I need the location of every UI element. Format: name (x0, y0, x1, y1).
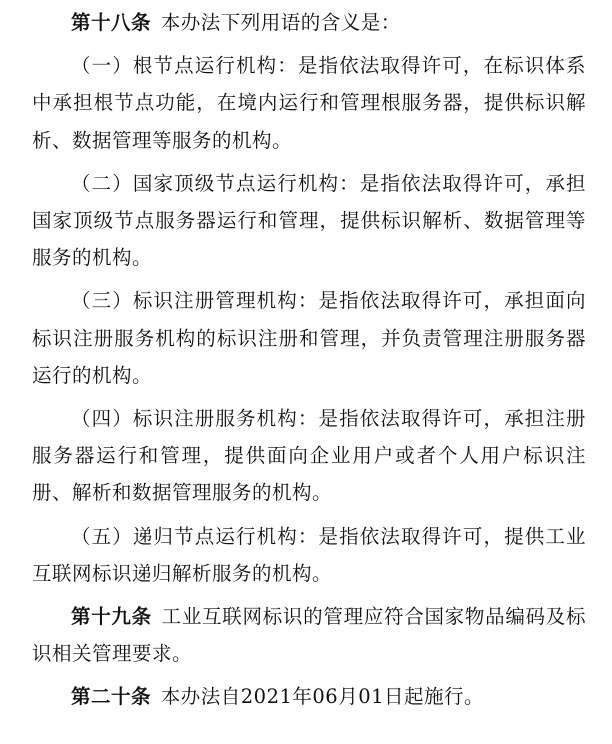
article-20 (32, 678, 586, 715)
definition-item-4: （四）标识注册服务机构：是指依法取得许可，承担注册服务器运行和管理，提供面向企业用户或者个人用户标识注册、解析和数据管理服务的机构。 (32, 407, 586, 505)
article-19 (32, 598, 586, 672)
article-19-body: 工业互联网标识的管理应符合国家物品编码及标识相关管理要求。 (32, 605, 586, 666)
article-20-title: 第二十条 (71, 685, 152, 709)
article-18-intro-text: 本办法下列用语的含义是： (160, 11, 401, 34)
definition-item-5: （五）递归节点运行机构：是指依法取得许可，提供工业互联网标识递归解析服务的机构。 (32, 524, 586, 585)
definition-item-3: （三）标识注册管理机构：是指依法取得许可，承担面向标识注册服务机构的标识注册和管理，并负责管理注册服务器运行的机构。 (32, 289, 586, 387)
article-18-title: 第十八条 (71, 11, 152, 34)
definition-item-2: （二）国家顶级节点运行机构：是指依法取得许可，承担国家顶级节点服务器运行和管理，提供标识解析、数据管理等服务的机构。 (32, 171, 586, 270)
definition-item-1: （一）根节点运行机构：是指依法取得许可，在标识体系中承担根节点功能，在境内运行和管理根服务器，提供标识解析、数据管理等服务的机构。 (32, 54, 586, 152)
article-18-intro (32, 4, 586, 41)
article-19-title: 第十九条 (71, 605, 152, 629)
article-20-body: 本办法自2021年06月01日起施行。 (160, 685, 485, 709)
